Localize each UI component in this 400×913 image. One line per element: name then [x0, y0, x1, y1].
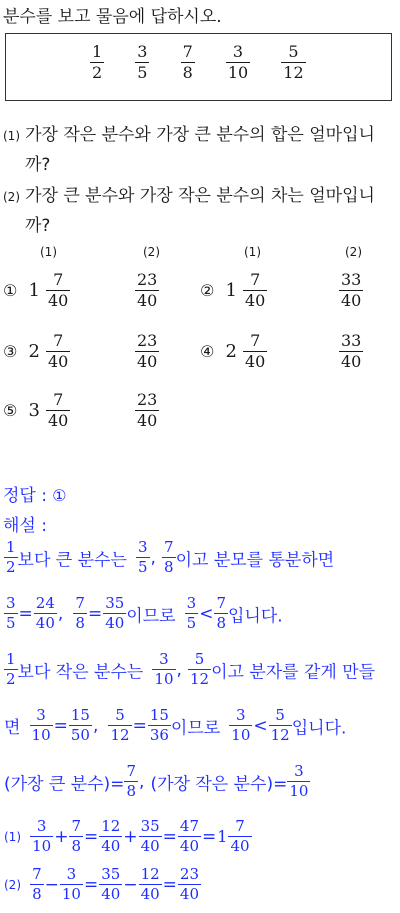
fraction [229, 708, 252, 744]
text: 2 [225, 341, 237, 363]
denominator: 2 [6, 669, 16, 688]
solution-line-6 [4, 819, 252, 855]
denominator: 40 [140, 884, 160, 903]
fraction [30, 708, 53, 744]
denominator: 40 [137, 351, 158, 371]
numerator: 1 [92, 42, 103, 61]
numerator: 3 [186, 594, 197, 612]
numerator: 7 [71, 817, 81, 835]
denominator: 40 [244, 290, 266, 310]
denominator: 40 [47, 410, 69, 430]
text: , [57, 603, 64, 624]
fraction [339, 272, 363, 310]
numerator: 7 [216, 594, 226, 612]
denominator: 40 [179, 836, 200, 855]
numerator: 3 [66, 865, 77, 883]
explanation-label: 해설 : [3, 516, 47, 536]
text: ① [3, 281, 18, 301]
denominator: 12 [270, 725, 290, 744]
denominator: 5 [186, 613, 197, 632]
option-2[interactable] [200, 272, 267, 310]
box-fraction [281, 44, 305, 82]
question-2 [3, 181, 375, 206]
fraction [46, 392, 70, 430]
text: = [162, 826, 177, 847]
numerator: 7 [164, 538, 174, 556]
text: 이고 분모를 통분하면 [175, 550, 335, 571]
question-2-cont: 까? [25, 216, 51, 236]
fraction [30, 819, 53, 855]
box-fraction-list [90, 44, 306, 82]
numerator: 23 [137, 270, 158, 289]
numerator: 7 [182, 42, 193, 61]
box-fraction [90, 44, 104, 82]
text: 가장 큰 분수와 가장 작은 분수의 차는 얼마입니 [25, 186, 375, 206]
text: 보다 큰 분수는 [17, 550, 127, 571]
text: = [18, 603, 33, 624]
denominator: 40 [47, 290, 69, 310]
text: − [123, 874, 138, 895]
box-fraction [226, 44, 250, 82]
fraction [99, 867, 122, 903]
fraction [139, 867, 162, 903]
numerator: 35 [105, 594, 125, 612]
option-4[interactable] [200, 333, 267, 371]
solution-line-4 [4, 708, 346, 744]
fraction [46, 333, 70, 371]
col-header-2: (2) [143, 245, 160, 259]
text: = [87, 603, 103, 624]
numerator: 1 [6, 538, 16, 556]
denominator: 40 [35, 613, 55, 632]
numerator: 3 [232, 42, 244, 61]
denominator: 8 [126, 781, 136, 800]
text: = [162, 874, 177, 895]
fraction [30, 867, 44, 903]
text: , [176, 659, 182, 680]
numerator: 7 [53, 270, 64, 289]
fraction [139, 819, 162, 855]
text: = [83, 874, 99, 895]
text: 이므로 [170, 718, 221, 739]
text: 가장 작은 분수와 가장 큰 분수의 합은 얼마입니 [25, 125, 375, 145]
fraction [124, 764, 138, 800]
numerator: 23 [137, 390, 158, 409]
text: ② [200, 281, 215, 301]
instruction: 분수를 보고 물음에 답하시오. [3, 7, 222, 27]
numerator: 7 [250, 331, 261, 350]
col-header-1: (1) [40, 245, 57, 259]
text: < [253, 715, 268, 736]
denominator: 10 [154, 669, 174, 688]
text: < [199, 603, 214, 624]
text: = [53, 715, 68, 736]
fraction [148, 708, 171, 744]
text: (가장 큰 분수)= [4, 774, 125, 795]
fraction [185, 596, 199, 632]
numerator: 3 [236, 706, 246, 724]
numerator: 5 [115, 706, 125, 724]
denominator: 50 [70, 725, 90, 744]
text: = [202, 826, 217, 847]
fraction [60, 867, 83, 903]
text: 3 [28, 400, 40, 422]
text: 2 [28, 341, 40, 363]
fraction [135, 333, 159, 371]
fraction [4, 652, 18, 688]
denominator: 8 [164, 557, 174, 576]
question-1 [3, 120, 375, 145]
numerator: 3 [36, 817, 47, 835]
fraction [162, 540, 176, 576]
fraction [73, 596, 87, 632]
denominator: 5 [6, 613, 16, 632]
text: (2) [3, 190, 20, 204]
denominator: 36 [149, 725, 169, 744]
numerator: 7 [53, 390, 64, 409]
denominator: 5 [137, 62, 148, 82]
numerator: 3 [294, 762, 304, 780]
text: 이고 분자를 같게 만들 [211, 662, 376, 683]
text: = [83, 826, 99, 847]
denominator: 40 [101, 884, 121, 903]
numerator: 15 [70, 706, 90, 724]
fraction [135, 392, 159, 430]
numerator: 35 [140, 817, 160, 835]
numerator: 3 [137, 42, 148, 61]
text: 보다 작은 분수는 [17, 662, 144, 683]
denominator: 40 [101, 836, 121, 855]
box-fraction [135, 44, 149, 82]
denominator: 5 [137, 557, 148, 576]
text: 입니다. [291, 718, 347, 739]
question-1-cont: 까? [25, 155, 51, 175]
fraction [188, 652, 211, 688]
text: − [44, 874, 59, 895]
numerator: 5 [194, 650, 205, 668]
numerator: 3 [36, 706, 46, 724]
fraction [69, 708, 92, 744]
fraction [46, 272, 70, 310]
text: , [138, 771, 145, 792]
numerator: 7 [250, 270, 261, 289]
numerator: 23 [137, 331, 158, 350]
text: (1) [3, 129, 20, 143]
fraction [243, 272, 267, 310]
numerator: 7 [32, 865, 42, 883]
solution-line-7 [4, 867, 201, 903]
denominator: 40 [341, 351, 362, 371]
text: + [54, 826, 69, 847]
fraction [4, 596, 18, 632]
text: + [123, 826, 138, 847]
option-3[interactable] [3, 333, 70, 371]
denominator: 8 [71, 836, 81, 855]
fraction [339, 333, 363, 371]
numerator: 12 [140, 865, 160, 883]
numerator: 12 [101, 817, 121, 835]
numerator: 5 [275, 706, 285, 724]
denominator: 10 [32, 836, 52, 855]
denominator: 40 [230, 836, 250, 855]
text: ③ [3, 342, 18, 362]
denominator: 40 [137, 290, 158, 310]
box-fraction [181, 44, 195, 82]
fraction [287, 764, 310, 800]
solution-line-1 [4, 540, 334, 576]
fraction [152, 652, 175, 688]
option-1[interactable] [3, 272, 70, 310]
option-5[interactable] [3, 392, 70, 430]
option-3-answer-2 [135, 333, 159, 371]
text: 이므로 [126, 606, 176, 627]
fraction [269, 708, 292, 744]
fraction [243, 333, 267, 371]
numerator: 7 [53, 331, 64, 350]
fraction [135, 272, 159, 310]
text: 입니다. [228, 606, 283, 627]
numerator: 7 [126, 762, 136, 780]
text: 면 [4, 718, 21, 739]
text: 1 [225, 280, 237, 302]
numerator: 33 [341, 331, 362, 350]
text: , [150, 547, 156, 568]
col-header-1: (1) [244, 245, 261, 259]
option-5-answer-2 [135, 392, 159, 430]
numerator: 35 [101, 865, 121, 883]
fraction [34, 596, 57, 632]
denominator: 8 [182, 62, 193, 82]
text: 1 [28, 280, 40, 302]
fraction [4, 540, 18, 576]
denominator: 40 [47, 351, 69, 371]
text: = [132, 715, 147, 736]
denominator: 40 [105, 613, 125, 632]
fraction [178, 867, 201, 903]
denominator: 8 [216, 613, 226, 632]
fraction [69, 819, 83, 855]
numerator: 5 [288, 42, 299, 61]
denominator: 10 [227, 62, 249, 82]
text: (2) [4, 877, 21, 892]
denominator: 10 [289, 781, 309, 800]
denominator: 40 [140, 836, 160, 855]
denominator: 40 [137, 410, 158, 430]
denominator: 2 [6, 557, 16, 576]
denominator: 12 [190, 669, 210, 688]
solution-line-3 [4, 652, 375, 688]
fraction [214, 596, 228, 632]
denominator: 10 [231, 725, 251, 744]
text: ⑤ [3, 401, 18, 421]
denominator: 2 [92, 62, 103, 82]
fraction [228, 819, 251, 855]
text: (1) [4, 829, 21, 844]
numerator: 3 [6, 594, 16, 612]
option-2-answer-2 [339, 272, 363, 310]
numerator: 47 [179, 817, 200, 835]
fraction [108, 708, 131, 744]
text: , [92, 715, 99, 736]
numerator: 7 [75, 594, 85, 612]
text: (가장 작은 분수)= [150, 774, 288, 795]
text: 1 [217, 827, 228, 847]
answer-value: ① [52, 486, 67, 505]
option-1-answer-2 [135, 272, 159, 310]
denominator: 12 [110, 725, 130, 744]
denominator: 8 [75, 613, 85, 632]
denominator: 12 [283, 62, 304, 82]
numerator: 33 [341, 270, 362, 289]
text: ④ [200, 342, 215, 362]
numerator: 15 [149, 706, 169, 724]
denominator: 10 [31, 725, 51, 744]
fraction [178, 819, 201, 855]
denominator: 8 [32, 884, 42, 903]
denominator: 10 [61, 884, 81, 903]
denominator: 40 [341, 290, 362, 310]
numerator: 3 [137, 538, 148, 556]
option-4-answer-2 [339, 333, 363, 371]
fraction [103, 596, 126, 632]
col-header-2: (2) [345, 245, 362, 259]
numerator: 3 [159, 650, 169, 668]
denominator: 40 [179, 884, 200, 903]
answer-line [3, 481, 66, 506]
numerator: 7 [235, 817, 245, 835]
numerator: 1 [6, 650, 16, 668]
fraction [136, 540, 150, 576]
text: 정답 : [3, 486, 47, 506]
denominator: 40 [244, 351, 266, 371]
solution-line-5 [4, 764, 310, 800]
fraction [99, 819, 122, 855]
numerator: 24 [35, 594, 55, 612]
solution-line-2 [4, 596, 283, 632]
numerator: 23 [179, 865, 200, 883]
